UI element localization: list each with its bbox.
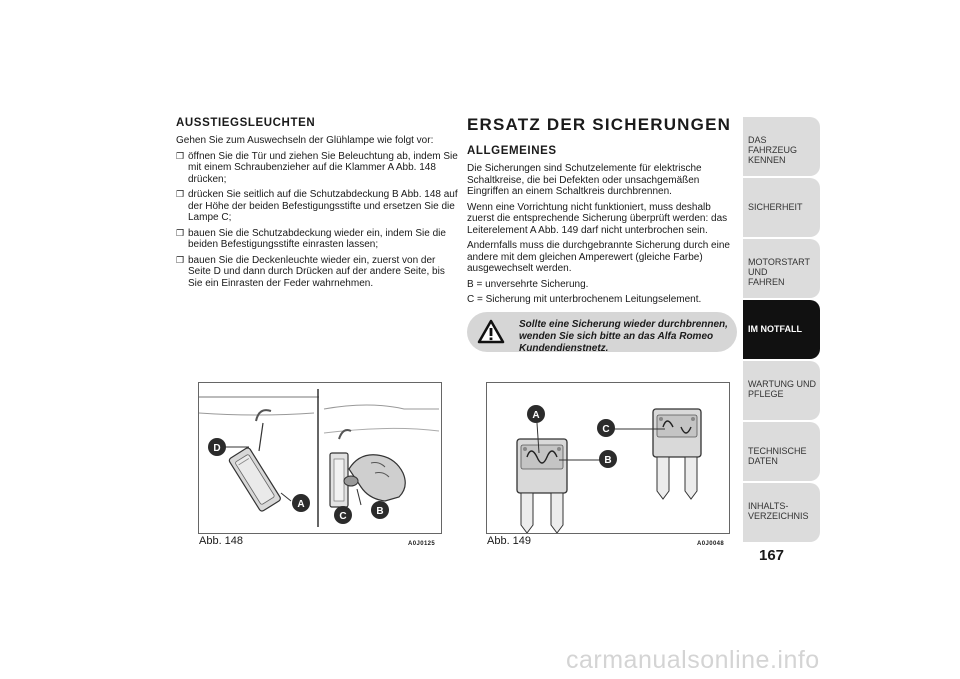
warning-box bbox=[467, 312, 737, 352]
figure-148-code: A0J0125 bbox=[408, 541, 436, 547]
figure-148-illustration bbox=[199, 383, 441, 533]
list-item: ❒ öffnen Sie die Tür und ziehen Sie Beleuchtung ab, indem Sie mit einem Schraubenzieher auf die Klammer A Abb. 148 drücken; bbox=[176, 150, 458, 185]
label-a: A bbox=[532, 410, 540, 421]
tab-das-fahrzeug-kennen[interactable]: DAS FAHRZEUG KENNEN bbox=[743, 117, 820, 176]
checkbox-bullet-icon: ❒ bbox=[176, 189, 185, 199]
label-a: A bbox=[297, 499, 305, 510]
label-c: C bbox=[339, 511, 347, 522]
left-column bbox=[176, 117, 458, 293]
section-heading-ausstiegsleuchten: AUSSTIEGSLEUCHTEN bbox=[176, 117, 316, 129]
paragraph: Die Sicherungen sind Schutzelemente für elektrische Schaltkreise, die bei Defekten oder unsachgemäßen Eingriffen an einem Schaltkreis durchbrennen. bbox=[467, 163, 702, 197]
paragraph: B = unversehrte Sicherung. bbox=[467, 278, 589, 290]
label-b: B bbox=[376, 506, 384, 517]
intro-text: Gehen Sie zum Auswechseln der Glühlampe wie folgt vor: bbox=[176, 135, 434, 146]
label-c: C bbox=[602, 424, 610, 435]
checkbox-bullet-icon: ❒ bbox=[176, 227, 185, 238]
warning-triangle-icon bbox=[477, 319, 505, 344]
tab-technische-daten[interactable]: TECHNISCHE DATEN bbox=[743, 422, 820, 481]
checkbox-bullet-icon: ❒ bbox=[176, 254, 185, 265]
figure-149-caption: Abb. 149 bbox=[487, 535, 532, 547]
page-title: ERSATZ DER SICHERUNGEN bbox=[467, 115, 732, 134]
figure-149-code: A0J0048 bbox=[697, 541, 725, 547]
list-item: ❒ drücken Sie seitlich auf die Schutzabdeckung B Abb. 148 auf der Höhe der beiden Befestigungsstifte und ersetzen Sie die Lampe C; bbox=[176, 189, 458, 223]
label-d: D bbox=[213, 443, 221, 454]
paragraph: C = Sicherung mit unterbrochenem Leitungselement. bbox=[467, 294, 702, 305]
figure-149-illustration bbox=[487, 383, 729, 533]
label-b: B bbox=[604, 455, 612, 466]
figure-148-caption: Abb. 148 bbox=[199, 535, 244, 547]
checkbox-bullet-icon: ❒ bbox=[176, 150, 185, 161]
step-list bbox=[176, 151, 458, 290]
tab-wartung-und-pflege[interactable]: WARTUNG UND PFLEGE bbox=[743, 361, 820, 420]
tab-im-notfall[interactable]: IM NOTFALL bbox=[743, 300, 820, 359]
figure-148 bbox=[198, 382, 442, 534]
watermark: carmanualsonline.info bbox=[566, 646, 820, 674]
figure-149 bbox=[486, 382, 730, 534]
list-item: ❒ bauen Sie die Schutzabdeckung wieder ein, indem Sie die beiden Befestigungsstifte einrasten lassen; bbox=[176, 227, 446, 250]
right-column bbox=[467, 115, 739, 310]
section-heading-allgemeines: ALLGEMEINES bbox=[467, 145, 557, 157]
tab-inhaltsverzeichnis[interactable]: INHALTS- VERZEICHNIS bbox=[743, 483, 820, 542]
warning-text: Sollte eine Sicherung wieder durchbrennen, wenden Sie sich bitte an das Alfa Romeo Kundendienstnetz. bbox=[519, 319, 728, 354]
paragraph: Wenn eine Vorrichtung nicht funktioniert, muss deshalb zuerst die entsprechende Sicherung überprüft werden: das Leiterelement A Abb. 149 darf nicht unterbrochen sein. bbox=[467, 201, 728, 236]
list-item: ❒ bauen Sie die Deckenleuchte wieder ein, zuerst von der Seite D und dann durch Drücken auf der andere Seite, bis Sie ein Einrasten der Feder wahrnehmen. bbox=[176, 254, 445, 289]
tab-motorstart-und-fahren[interactable]: MOTORSTART UND FAHREN bbox=[743, 239, 820, 298]
tab-sicherheit[interactable]: SICHERHEIT bbox=[743, 178, 820, 237]
page-number: 167 bbox=[759, 547, 785, 564]
paragraph: Andernfalls muss die durchgebrannte Sicherung durch eine andere mit dem gleichen Amperewert (gleiche Farbe) ausgewechselt werden. bbox=[467, 240, 730, 274]
